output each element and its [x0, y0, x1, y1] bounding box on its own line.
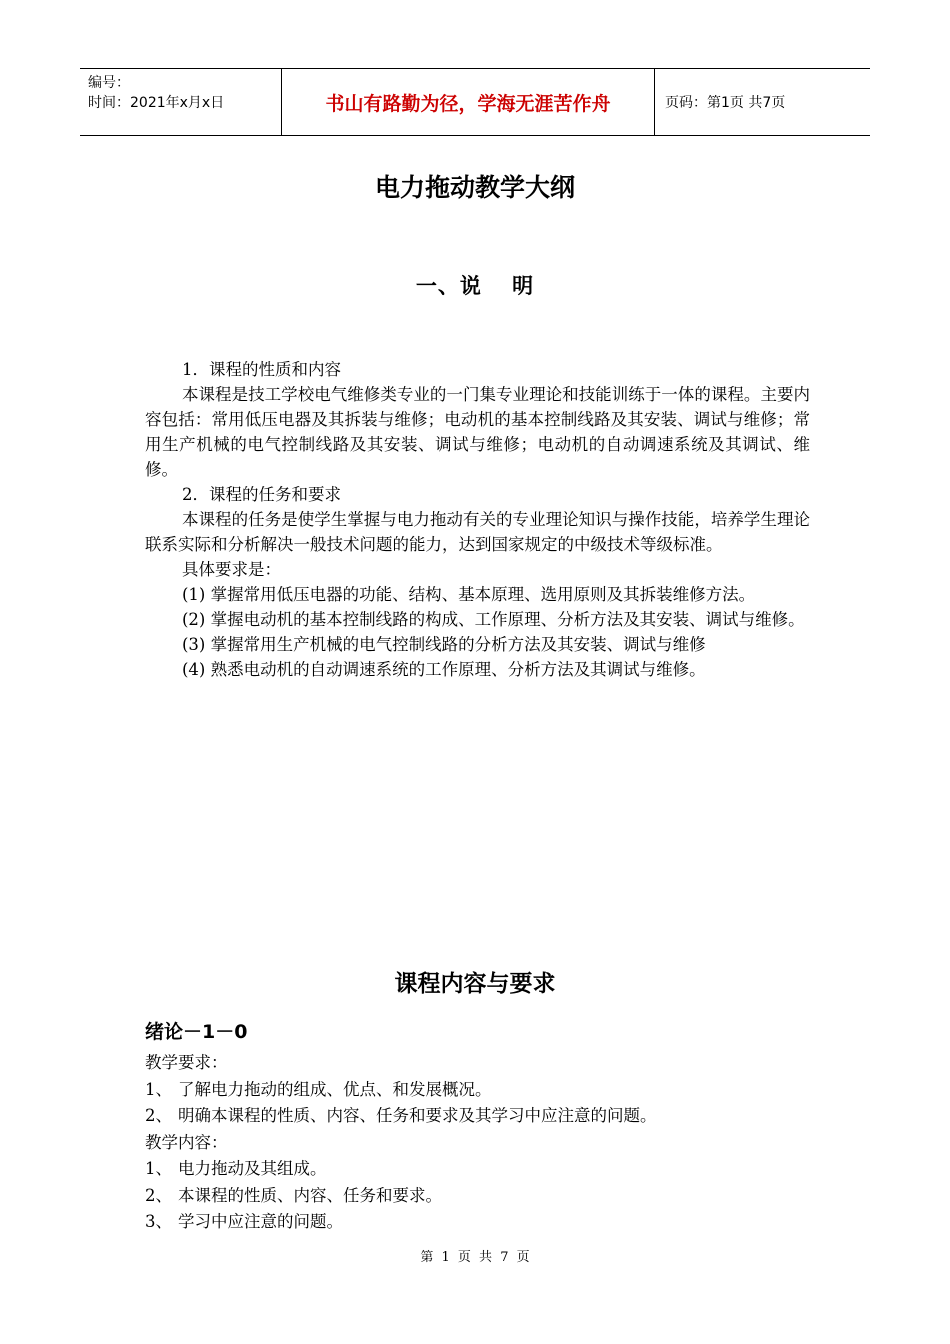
paragraph-course-task: 本课程的任务是使学生掌握与电力拖动有关的专业理论知识与操作技能，培养学生理论联系实际和分析解决一般技术问题的能力，达到国家规定的中级技术等级标准。	[145, 510, 810, 554]
header-page-info: 页码：第1页 共7页	[665, 95, 786, 111]
time-label: 时间：2021年x月x日	[88, 95, 225, 111]
list-item	[145, 1209, 810, 1236]
list-item-text: 学习中应注意的问题。	[178, 1212, 343, 1231]
list-item-number: 1、	[145, 1079, 172, 1099]
paragraph-course-nature-heading: 1．课程的性质和内容	[182, 360, 341, 379]
list-item-number: 3、	[145, 1212, 172, 1231]
requirement-item: (3) 掌握常用生产机械的电气控制线路的分析方法及其安装、调试与维修	[182, 635, 706, 654]
intro-chapter-body	[145, 1050, 810, 1236]
header-meta-cell	[80, 69, 282, 135]
content-heading: 课程内容与要求	[394, 971, 556, 997]
section-heading-explanation: 一、说 明	[415, 274, 535, 298]
number-label: 编号：	[88, 75, 130, 91]
header-motto: 书山有路勤为径，学海无涯苦作舟	[282, 69, 655, 135]
page-footer: 第 1 页 共 7 页	[420, 1250, 530, 1265]
document-title: 电力拖动教学大纲	[374, 173, 575, 202]
paragraph-course-nature: 本课程是技工学校电气维修类专业的一门集专业理论和技能训练于一体的课程。主要内容包括：常用低压电器及其拆装与维修；电动机的基本控制线路及其安装、调试与维修；常用生产机械的电气控制线路及其安装、调试与维修；电动机的自动调速系统及其调试、维修。	[145, 385, 810, 479]
list-item-text: 电力拖动及其组成。	[178, 1159, 327, 1178]
requirement-item: (2) 掌握电动机的基本控制线路的构成、工作原理、分析方法及其安装、调试与维修。	[182, 610, 805, 629]
paragraph-requirements-intro: 具体要求是：	[182, 560, 281, 579]
requirement-item: (1) 掌握常用低压电器的功能、结构、基本原理、选用原则及其拆装维修方法。	[182, 585, 756, 604]
list-item	[145, 1156, 810, 1183]
document-header	[80, 68, 870, 136]
intro-chapter-heading: 绪论－1－0	[145, 1021, 248, 1043]
list-item-text: 明确本课程的性质、内容、任务和要求及其学习中应注意的问题。	[178, 1106, 657, 1125]
explanation-body	[145, 357, 810, 682]
teaching-content-label: 教学内容：	[145, 1132, 228, 1152]
list-item-text: 本课程的性质、内容、任务和要求。	[178, 1185, 442, 1205]
list-item-number: 1、	[145, 1159, 172, 1178]
paragraph-course-task-heading: 2．课程的任务和要求	[182, 485, 341, 504]
list-item	[145, 1077, 810, 1104]
list-item-number: 2、	[145, 1106, 172, 1125]
teaching-requirements-label: 教学要求：	[145, 1053, 228, 1072]
list-item-text: 了解电力拖动的组成、优点、和发展概况。	[178, 1079, 492, 1099]
list-item	[145, 1103, 810, 1130]
list-item	[145, 1183, 810, 1210]
list-item-number: 2、	[145, 1185, 172, 1205]
requirement-item: (4) 熟悉电动机的自动调速系统的工作原理、分析方法及其调试与维修。	[182, 660, 706, 679]
